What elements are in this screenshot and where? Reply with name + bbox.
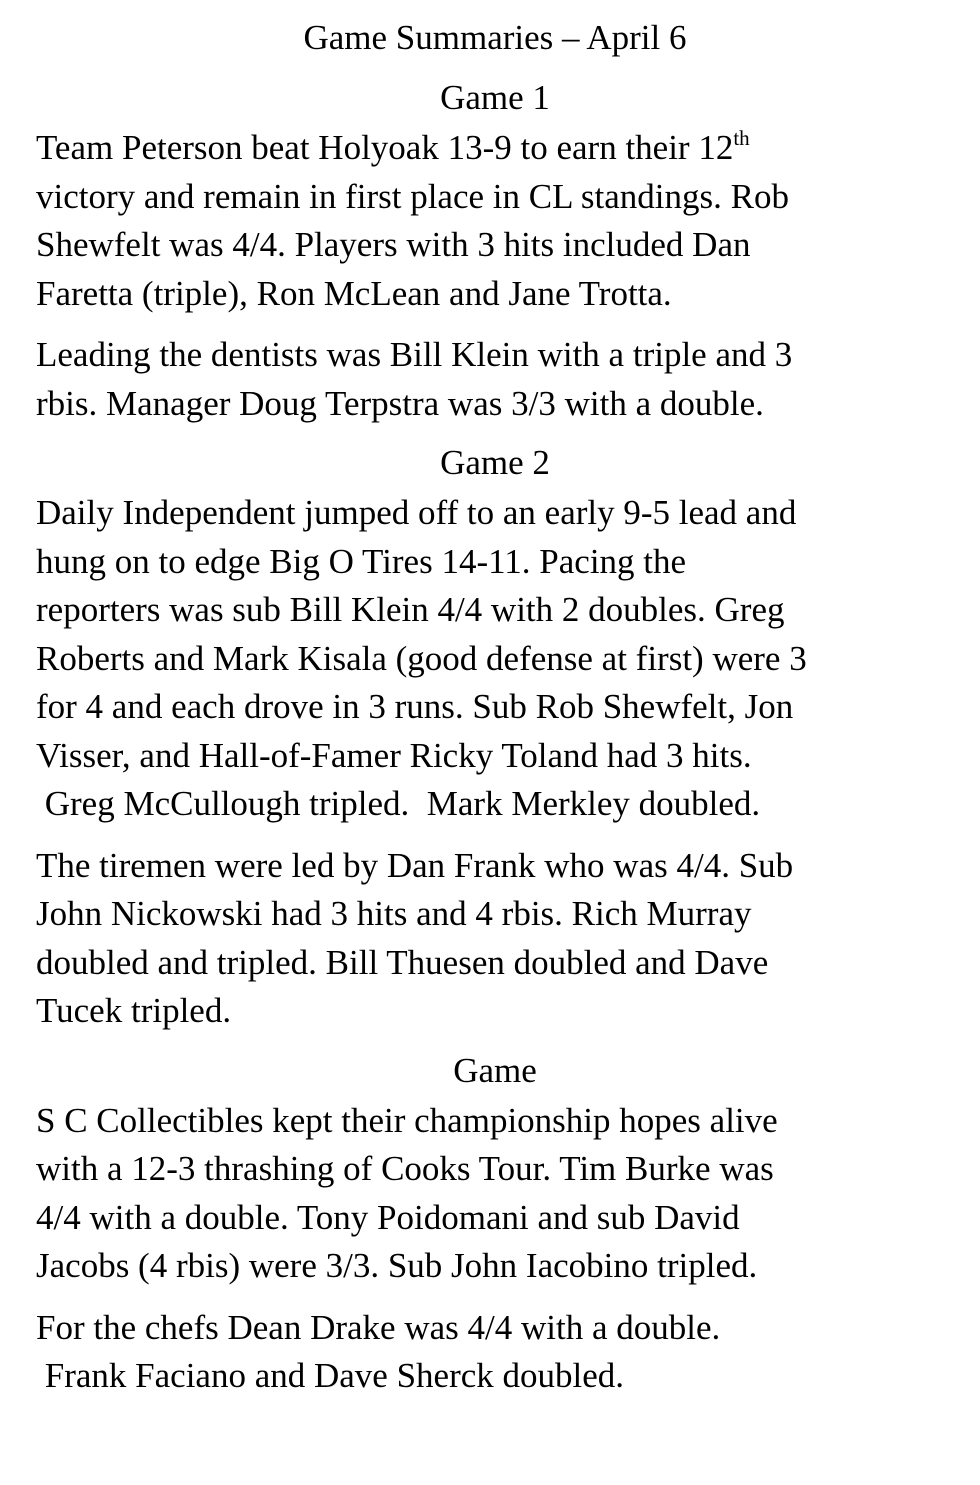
- text-line: victory and remain in first place in CL standings. Rob: [36, 176, 789, 216]
- text-line: for 4 and each drove in 3 runs. Sub Rob Shewfelt, Jon: [36, 687, 794, 726]
- game-summary-paragraph: [36, 1304, 940, 1401]
- text-line: The tiremen were led by Dan Frank who was 4/4. Sub: [36, 845, 794, 885]
- text-line: reporters was sub Bill Klein 4/4 with 2 doubles. Greg: [36, 590, 785, 629]
- text-line: hung on to edge Big O Tires 14-11. Pacing the: [36, 541, 687, 581]
- text-line: Shewfelt was 4/4. Players with 3 hits included Dan: [36, 225, 751, 264]
- text-line: Visser, and Hall-of-Famer Ricky Toland had 3 hits.: [36, 735, 752, 775]
- game-summary-paragraph: [36, 1097, 940, 1291]
- text-line: Daily Independent jumped off to an early 9-5 lead and: [36, 493, 797, 532]
- game-1-section: [36, 76, 940, 428]
- text-line: Tucek tripled.: [36, 991, 232, 1030]
- game-3-section: [36, 1049, 940, 1401]
- game-heading: Game 1: [440, 78, 550, 117]
- game-summary-paragraph: [36, 489, 940, 829]
- text-line: doubled and tripled. Bill Thuesen doubled and Dave: [36, 942, 769, 982]
- game-summary-paragraph: [36, 124, 940, 318]
- game-summary-paragraph: [36, 331, 940, 428]
- text-line: Leading the dentists was Bill Klein with a triple and 3: [36, 335, 793, 374]
- text-line: Team Peterson beat Holyoak 13-9 to earn their 12th: [36, 126, 750, 167]
- game-2-section: [36, 441, 940, 1036]
- text-line: John Nickowski had 3 hits and 4 rbis. Rich Murray: [36, 894, 752, 933]
- game-heading: Game 2: [440, 443, 550, 482]
- text-line: For the chefs Dean Drake was 4/4 with a double.: [36, 1307, 721, 1347]
- text-line: with a 12-3 thrashing of Cooks Tour. Tim Burke was: [36, 1149, 774, 1188]
- text-line: 4/4 with a double. Tony Poidomani and sub David: [36, 1197, 740, 1237]
- text-line: rbis. Manager Doug Terpstra was 3/3 with a double.: [36, 383, 764, 423]
- text-line: S C Collectibles kept their championship hopes alive: [36, 1100, 778, 1140]
- text-line: Faretta (triple), Ron McLean and Jane Trotta.: [36, 273, 672, 313]
- text-line: Frank Faciano and Dave Sherck doubled.: [36, 1356, 625, 1395]
- text-line: Jacobs (4 rbis) were 3/3. Sub John Iacobino tripled.: [36, 1246, 758, 1285]
- document-title: Game Summaries – April 6: [303, 18, 687, 57]
- text-line: Greg McCullough tripled. Mark Merkley doubled.: [36, 784, 761, 823]
- game-heading: Game: [453, 1050, 537, 1090]
- text-line: Roberts and Mark Kisala (good defense at first) were 3: [36, 638, 807, 678]
- game-summary-paragraph: [36, 842, 940, 1036]
- ordinal-superscript: th: [733, 126, 750, 150]
